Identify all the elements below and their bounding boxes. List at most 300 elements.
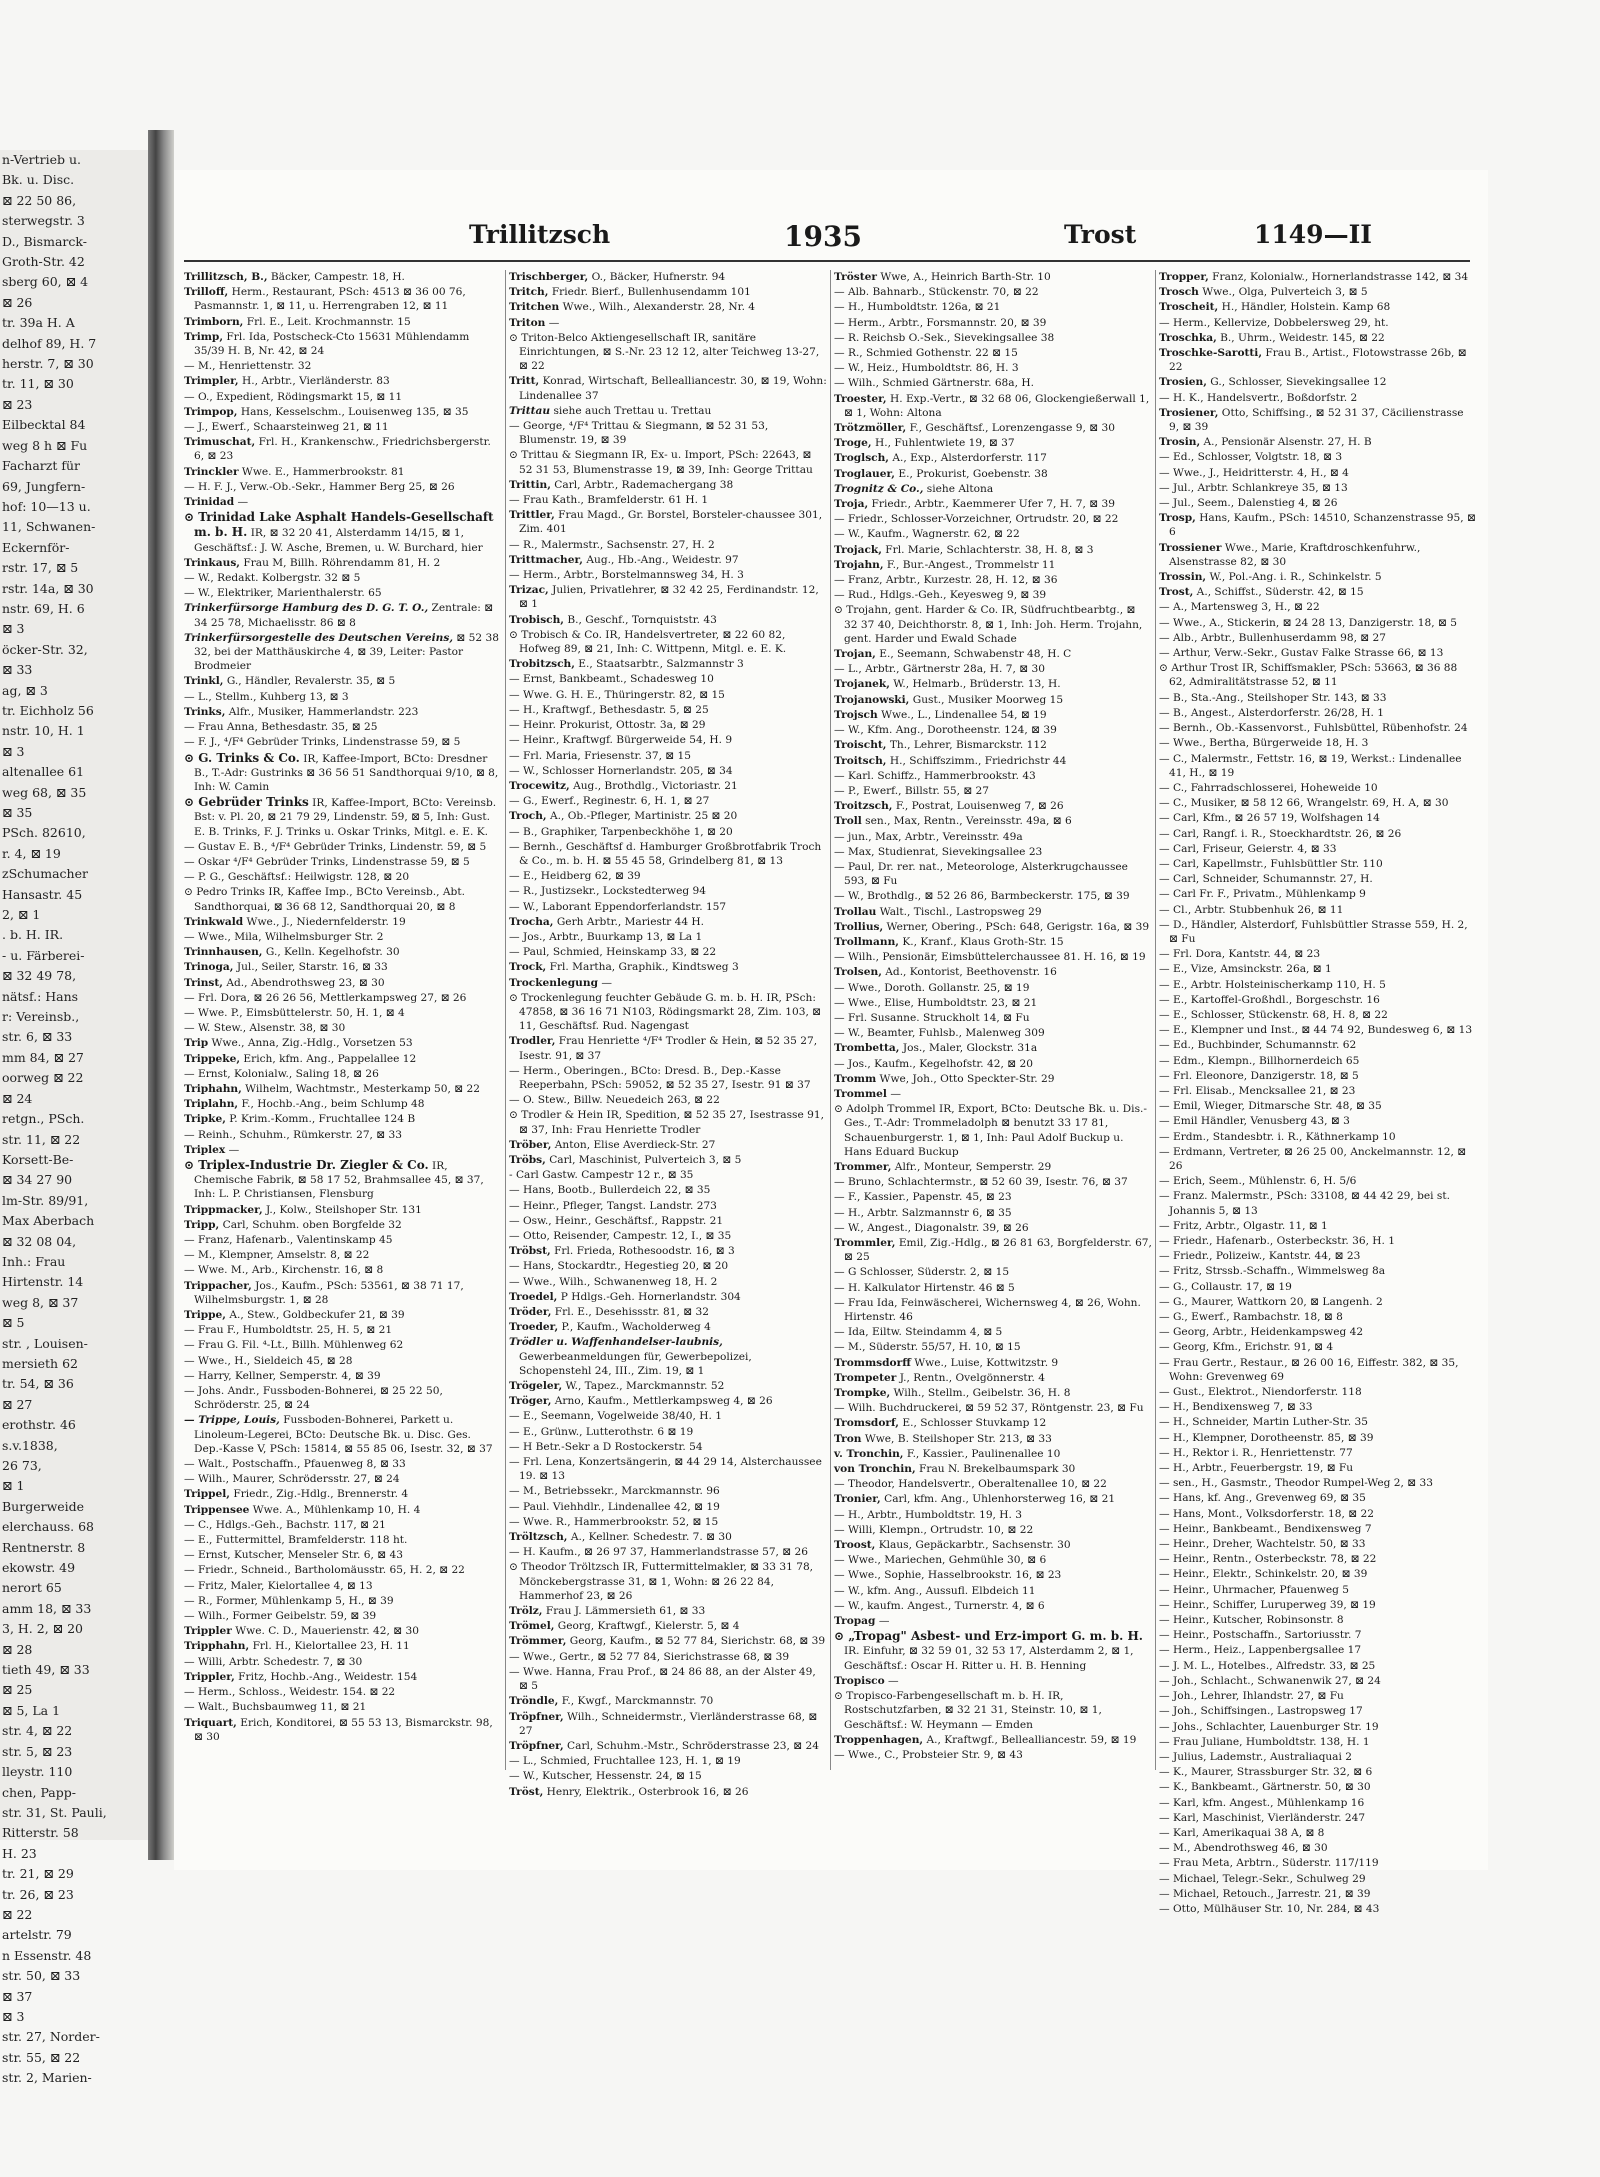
directory-entry [834, 1356, 1152, 1370]
entry-details: B., Uhrm., Weidestr. 145, ⊠ 22 [1216, 331, 1385, 344]
directory-entry [834, 361, 1152, 375]
directory-entry [834, 300, 1152, 314]
entry-details: — Heinr., Pfleger, Tangst. Landstr. 273 [509, 1199, 717, 1212]
entry-details: IR, ⊠ 32 20 41, Alsterdamm 14/15, ⊠ 1, Geschäftsf.: J. W. Asche, Bremen, u. W. Burchard, hier [194, 527, 483, 554]
left-page-line: H. 23 [2, 1845, 37, 1861]
entry-name: Trosin, [1159, 436, 1201, 449]
entry-name: Tronier, [834, 1493, 881, 1506]
entry-details: Hans, Kesselschm., Louisenweg 135, ⊠ 35 [237, 405, 469, 418]
left-page-line: D., Bismarck- [2, 233, 87, 249]
left-page-line: ⊠ 27 [2, 1396, 33, 1412]
directory-entry [834, 723, 1152, 737]
entry-details: — G., Ewerf., Rambachstr. 18, ⊠ 8 [1159, 1311, 1343, 1324]
entry-details: — Osw., Heinr., Geschäftsf., Rappstr. 21 [509, 1214, 724, 1227]
entry-italic-heading: Trinkerfürsorgestelle des Deutschen Vereins, [184, 631, 454, 644]
directory-entry [509, 285, 827, 299]
entry-details: Wwe. C. D., Mauerienstr. 42, ⊠ 30 [231, 1625, 419, 1638]
left-page-line: rstr. 14a, ⊠ 30 [2, 580, 94, 596]
entry-details: Georg, Kraftwgf., Kielerstr. 5, ⊠ 4 [554, 1620, 740, 1633]
directory-entry [834, 1041, 1152, 1055]
entry-details: Frl. Ida, Postscheck-Cto 15631 Mühlendamm 35/39 H. B, Nr. 42, ⊠ 24 [194, 330, 470, 358]
entry-name: Triplex [184, 1143, 226, 1156]
entry-name: Troglsch, [834, 452, 889, 465]
column-1 [184, 270, 502, 1770]
entry-details: — Arthur, Verw.-Sekr., Gustav Falke Strasse 66, ⊠ 13 [1159, 647, 1444, 660]
entry-details: — A., Martensweg 3, H., ⊠ 22 [1159, 601, 1320, 614]
entry-name: Trömel, [509, 1620, 555, 1633]
entry-firm-name: ⊙ Trinidad Lake Asphalt Handels-Gesellschaft m. b. H. [184, 510, 494, 540]
entry-details: Frau N. Brekelbaumspark 30 [915, 1463, 1076, 1476]
left-page-line: Korsett-Be- [2, 1151, 74, 1167]
entry-details: — Theodor, Handelsvertr., Oberaltenallee 10, ⊠ 22 [834, 1478, 1107, 1491]
directory-entry [834, 996, 1152, 1010]
entry-details: — B., Graphiker, Tarpenbeckhöhe 1, ⊠ 20 [509, 825, 733, 838]
entry-name: Troge, [834, 437, 872, 450]
directory-entry [834, 588, 1152, 602]
entry-details: — W., kfm. Ang., Aussufl. Elbdeich 11 [834, 1584, 1036, 1597]
directory-entry [509, 1093, 827, 1107]
entry-details: Wwe., Marie, Kraftdroschkenfuhrw., Alsenstrasse 82, ⊠ 30 [1169, 541, 1421, 568]
left-page-line: ⊠ 34 27 90 [2, 1172, 73, 1188]
directory-entry [834, 285, 1152, 299]
entry-details: — H. K., Handelsvertr., Boßdorfstr. 2 [1159, 391, 1358, 404]
entry-details: Wwe., J., Niedernfelderstr. 19 [243, 915, 406, 928]
entry-firm-name: ⊙ G. Trinks & Co. [184, 750, 300, 765]
entry-details: — [234, 496, 249, 509]
directory-entry [1159, 1887, 1477, 1901]
directory-entry [184, 674, 502, 688]
directory-entry [1159, 1461, 1477, 1475]
entry-details: — Ernst, Kolonialw., Saling 18, ⊠ 26 [184, 1067, 379, 1080]
directory-entry [834, 421, 1152, 435]
entry-name: Trommer, [834, 1160, 892, 1173]
entry-details: — Ed., Buchbinder, Schumannstr. 62 [1159, 1039, 1357, 1052]
directory-entry [834, 981, 1152, 995]
entry-details: ⊙ Trojahn, gent. Harder & Co. IR, Südfruchtbearbtg., ⊠ 32 37 40, Deichthorstr. 8, ⊠ 1, Inh: Joh. Herm. Trojahn, gent. Harder und Ewald Schade [834, 604, 1143, 645]
entry-details: Friedr. Bierf., Bullenhusendamm 101 [548, 286, 751, 299]
entry-name: Trombetta, [834, 1042, 900, 1055]
directory-entry [509, 1515, 827, 1529]
entry-details: — Rud., Hdlgs.-Geh., Keyesweg 9, ⊠ 39 [834, 589, 1047, 602]
entry-firm-name: ⊙ Gebrüder Trinks [184, 795, 309, 810]
entry-details: — jun., Max, Arbtr., Vereinsstr. 49a [834, 830, 1023, 843]
entry-details: Arno, Kaufm., Mettlerkampsweg 4, ⊠ 26 [551, 1395, 773, 1408]
entry-name: Tritt, [509, 375, 540, 388]
directory-entry [184, 1639, 502, 1653]
left-page-line: tieth 49, ⊠ 33 [2, 1662, 90, 1678]
directory-entry [184, 930, 502, 944]
entry-details: — Joh., Schiffsingen., Lastropsweg 17 [1159, 1705, 1363, 1718]
entry-details: Emil, Zig.-Hdlg., ⊠ 26 81 63, Borgfelderstr. 67, ⊠ 25 [844, 1237, 1152, 1264]
entry-details: — [545, 316, 560, 329]
left-page-line: weg 8 h ⊠ Fu [2, 437, 88, 453]
entry-details: ⊙ Pedro Trinks IR, Kaffee Imp., BCto Vereinsb., Abt. Sandthorquai, ⊠ 36 68 12, Sandthorquai 20, ⊠ 8 [184, 886, 465, 913]
entry-details: — L., Arbtr., Gärtnerstr 28a, H. 7, ⊠ 30 [834, 663, 1045, 676]
directory-entry [509, 508, 827, 536]
directory-entry [834, 1629, 1152, 1673]
directory-entry [1159, 721, 1477, 735]
directory-entry [1159, 887, 1477, 901]
entry-name: Tröpfner, [509, 1739, 564, 1752]
entry-details: H., Fuhlentwiete 19, ⊠ 37 [871, 437, 1015, 450]
directory-entry [1159, 1902, 1477, 1916]
left-page-line: ⊠ 25 [2, 1682, 33, 1698]
left-page-line: nätsf.: Hans [2, 988, 79, 1004]
entry-details: P., Kaufm., Wacholderweg 4 [558, 1321, 711, 1334]
entry-details: G., Händler, Revalerstr. 35, ⊠ 5 [223, 675, 396, 688]
entry-details: — Ida, Eiltw. Steindamm 4, ⊠ 5 [834, 1326, 1003, 1339]
left-page-line: tr. 54, ⊠ 36 [2, 1376, 74, 1392]
entry-details: — Jul., Arbtr. Schlankreye 35, ⊠ 13 [1159, 481, 1348, 494]
directory-entry [184, 359, 502, 373]
left-page-line: str. 27, Norder- [2, 2029, 100, 2045]
directory-entry [184, 1533, 502, 1547]
directory-entry [509, 1394, 827, 1408]
directory-entry [834, 1087, 1152, 1101]
directory-entry [1159, 1356, 1477, 1384]
directory-entry [184, 1323, 502, 1337]
column-2 [509, 270, 827, 1798]
left-page-line: ⊠ 5 [2, 1315, 25, 1331]
directory-entry [834, 1340, 1152, 1354]
directory-entry [1159, 1219, 1477, 1233]
entry-details: — Emil Händler, Venusberg 43, ⊠ 3 [1159, 1115, 1350, 1128]
directory-entry [834, 436, 1152, 450]
directory-entry [1159, 1264, 1477, 1278]
entry-details: — Herm., Schloss., Weidestr. 154. ⊠ 22 [184, 1686, 396, 1699]
left-page-line: ⊠ 26 [2, 294, 33, 310]
entry-details: — K., Maurer, Strassburger Str. 32, ⊠ 6 [1159, 1766, 1373, 1779]
entry-details: — H. Kalkulator Hirtenstr. 46 ⊠ 5 [834, 1281, 1015, 1294]
directory-entry [184, 586, 502, 600]
entry-details: — G., Maurer, Wattkorn 20, ⊠ Langenh. 2 [1159, 1295, 1383, 1308]
directory-entry [834, 647, 1152, 661]
entry-details: — Willi, Arbtr. Schedestr. 7, ⊠ 30 [184, 1655, 363, 1668]
directory-entry [184, 751, 502, 795]
entry-details: — Heinr., Postschaffn., Sartoriusstr. 7 [1159, 1629, 1362, 1642]
header-page-number: 1149—II [1254, 220, 1372, 249]
entry-details: — Harry, Kellner, Semperstr. 4, ⊠ 39 [184, 1369, 381, 1382]
entry-details: — Paul. Viehhdlr., Lindenallee 42, ⊠ 19 [509, 1500, 720, 1513]
entry-details: Herm., Restaurant, PSch: 4513 ⊠ 36 00 76, Pasmannstr. 1, ⊠ 11, u. Herrengraben 12, ⊠ 11 [194, 286, 466, 313]
directory-entry [184, 1685, 502, 1699]
directory-entry [1159, 316, 1477, 330]
directory-entry [834, 1011, 1152, 1025]
entry-details: — Wwe. R., Hammerbrookstr. 52, ⊠ 15 [509, 1515, 719, 1528]
entry-details: — Paul, Dr. rer. nat., Meteorologe, Alsterkrugchaussee 593, ⊠ Fu [834, 860, 1128, 888]
directory-entry [1159, 1704, 1477, 1718]
left-page-line: ⊠ 24 [2, 1090, 33, 1106]
directory-entry [1159, 1522, 1477, 1536]
directory-entry [834, 270, 1152, 284]
entry-details: J., Kolw., Steilshoper Str. 131 [262, 1203, 422, 1216]
left-page-line: 3, H. 2, ⊠ 20 [2, 1621, 83, 1637]
entry-name: Troglauer, [834, 467, 895, 480]
left-page-line: str. 50, ⊠ 33 [2, 1968, 81, 1984]
left-page-line: str. 2, Marien- [2, 2070, 92, 2086]
entry-details: A., Pensionär Alsenstr. 27, H. B [1200, 436, 1372, 449]
directory-entry [1159, 1446, 1477, 1460]
entry-details: — F. J., ⁴/F⁴ Gebrüder Trinks, Lindenstrasse 59, ⊠ 5 [184, 736, 461, 749]
directory-entry [1159, 978, 1477, 992]
entry-details: — L., Schmied, Fruchtallee 123, H. 1, ⊠ 19 [509, 1755, 741, 1768]
entry-details: Aug., Hb.-Ang., Weidestr. 97 [582, 553, 739, 566]
directory-entry [184, 1472, 502, 1486]
directory-entry [509, 930, 827, 944]
left-page-line: retgn., PSch. [2, 1111, 85, 1127]
directory-entry [184, 1579, 502, 1593]
directory-entry [834, 1568, 1152, 1582]
entry-details: — W., Kutscher, Hessenstr. 24, ⊠ 15 [509, 1770, 702, 1783]
entry-name: Triphahn, [184, 1082, 242, 1095]
directory-entry [184, 315, 502, 329]
directory-entry [1159, 435, 1477, 449]
entry-details: — W., Beamter, Fuhlsb., Malenweg 309 [834, 1027, 1045, 1040]
entry-details: Frau M, Billh. Röhrendamm 81, H. 2 [239, 556, 441, 569]
directory-entry [509, 825, 827, 839]
directory-entry [184, 1021, 502, 1035]
entry-details: Wilhelm, Wachtmstr., Mesterkamp 50, ⊠ 22 [241, 1082, 480, 1095]
entry-details: — Frau F., Humboldtstr. 25, H. 5, ⊠ 21 [184, 1324, 393, 1337]
left-page-line: rstr. 17, ⊠ 5 [2, 560, 79, 576]
directory-entry [509, 1710, 827, 1738]
entry-details: Wwe. A., Mühlenkamp 10, H. 4 [249, 1503, 421, 1516]
left-page-line: nerort 65 [2, 1580, 62, 1596]
entry-name: Trompke, [834, 1387, 891, 1400]
directory-entry [509, 703, 827, 717]
directory-entry [834, 889, 1152, 903]
directory-entry [834, 316, 1152, 330]
directory-entry [1159, 375, 1477, 389]
column-4 [1159, 270, 1477, 1915]
left-page-line: weg 8, ⊠ 37 [2, 1294, 79, 1310]
entry-name: Tröber, [509, 1138, 552, 1151]
entry-details: — Michael, Retouch., Jarrestr. 21, ⊠ 39 [1159, 1887, 1371, 1900]
directory-entry [509, 1335, 827, 1378]
entry-details: A., Kraftwgf., Bellealliancestr. 59, ⊠ 19 [923, 1733, 1137, 1746]
left-page-line: - u. Färberei- [2, 947, 85, 963]
entry-details: Julien, Privatlehrer, ⊠ 32 42 25, Ferdinandstr. 12, ⊠ 1 [519, 584, 819, 611]
directory-entry [1159, 842, 1477, 856]
entry-details: — M., Abendrothsweg 46, ⊠ 30 [1159, 1842, 1328, 1855]
entry-name: Tröndle, [509, 1695, 559, 1708]
entry-details: — Frl. Maria, Friesenstr. 37, ⊠ 15 [509, 749, 692, 762]
entry-name: von Tronchin, [834, 1463, 916, 1476]
directory-entry [1159, 962, 1477, 976]
left-page-line: tr. 26, ⊠ 23 [2, 1886, 74, 1902]
directory-entry [834, 1236, 1152, 1264]
entry-details: — W., Elektriker, Marienthalerstr. 65 [184, 587, 382, 600]
entry-details: — G., Collaustr. 17, ⊠ 19 [1159, 1280, 1292, 1293]
directory-entry [184, 1670, 502, 1684]
entry-details: B., Geschf., Tornquiststr. 43 [564, 613, 717, 626]
entry-details: — Johs. Andr., Fussboden-Bohnerei, ⊠ 25 22 50, Schröderstr. 25, ⊠ 24 [184, 1385, 443, 1412]
left-page-line: ⊠ 1 [2, 1478, 25, 1494]
directory-entry [1159, 1400, 1477, 1414]
directory-entry [834, 1432, 1152, 1446]
directory-entry [1159, 570, 1477, 584]
left-page-line: str. 55, ⊠ 22 [2, 2049, 81, 2065]
left-page-line: Burgerweide [2, 1498, 85, 1514]
entry-details: — Herm., Arbtr., Forsmannstr. 20, ⊠ 39 [834, 316, 1047, 329]
directory-entry [184, 285, 502, 313]
entry-details: Frl. E., Leit. Krochmannstr. 15 [243, 315, 411, 328]
entry-name: Troja, [834, 498, 869, 511]
directory-entry [1159, 1720, 1477, 1734]
entry-name: Trosp, [1159, 512, 1196, 525]
left-page-line: zSchumacher [2, 866, 88, 882]
directory-entry [184, 1263, 502, 1277]
entry-details: — Herm., Oberingen., BCto: Dresd. B., Dep.-Kasse Reeperbahn, PSch: 59052, ⊠ 52 35 27, Isestr. 91 ⊠ 37 [509, 1064, 811, 1091]
directory-entry [509, 1650, 827, 1664]
entry-details: - Carl Gastw. Campestr 12 r., ⊠ 35 [509, 1169, 694, 1182]
entry-details: Frau Magd., Gr. Borstel, Borsteler-chaussee 301, Zim. 401 [519, 509, 823, 536]
directory-entry [834, 392, 1152, 420]
directory-entry [509, 1694, 827, 1708]
directory-entry [1159, 1385, 1477, 1399]
entry-details: — Wilh. Buchdruckerei, ⊠ 59 52 37, Röntgenstr. 23, ⊠ Fu [834, 1402, 1144, 1415]
entry-details: — E., Futtermittel, Bramfelderstr. 118 ht. [184, 1534, 408, 1547]
directory-entry [509, 1183, 827, 1197]
directory-entry [834, 376, 1152, 390]
entry-details: F., Bur.-Angest., Trommelstr 11 [883, 558, 1056, 571]
directory-entry [834, 1553, 1152, 1567]
entry-name: Troester, [834, 392, 887, 405]
directory-entry [834, 512, 1152, 526]
entry-details: — W. Stew., Alsenstr. 38, ⊠ 30 [184, 1022, 346, 1035]
directory-entry [509, 1108, 827, 1136]
left-page-line: sterwegstr. 3 [2, 213, 85, 229]
directory-entry [184, 1006, 502, 1020]
left-page-line: mersieth 62 [2, 1355, 78, 1371]
entry-details: — M., Betriebssekr., Marckmannstr. 96 [509, 1485, 720, 1498]
left-page-line: str. , Louisen- [2, 1335, 88, 1351]
entry-details: W., Tapez., Marckmannstr. 52 [562, 1380, 725, 1393]
directory-entry [184, 885, 502, 913]
entry-name: Trolsen, [834, 966, 882, 979]
directory-entry [834, 1160, 1152, 1174]
entry-name: Trollius, [834, 920, 884, 933]
entry-details: Wilh., Stellm., Geibelstr. 36, H. 8 [890, 1387, 1071, 1400]
directory-entry [184, 1112, 502, 1126]
entry-details: — Alb. Bahnarb., Stückenstr. 70, ⊠ 22 [834, 286, 1039, 299]
entry-details: Georg, Kaufm., ⊠ 52 77 84, Sierichstr. 68, ⊠ 39 [566, 1635, 826, 1648]
directory-entry [1159, 1491, 1477, 1505]
directory-entry [509, 718, 827, 732]
entry-details: — Walt., Postschaffn., Pfauenweg 8, ⊠ 33 [184, 1458, 406, 1471]
entry-details: — Ed., Schlosser, Volgtstr. 18, ⊠ 3 [1159, 451, 1343, 464]
entry-details: — Erich, Seem., Mühlenstr. 6, H. 5/6 [1159, 1175, 1357, 1188]
directory-entry [509, 779, 827, 793]
directory-entry [1159, 1008, 1477, 1022]
entry-name: Trippel, [184, 1488, 230, 1501]
directory-entry [834, 1386, 1152, 1400]
directory-entry [184, 480, 502, 494]
left-page-line: ⊠ 3 [2, 621, 25, 637]
directory-entry [509, 1425, 827, 1439]
entry-details: — Frl. Susanne. Struckholt 14, ⊠ Fu [834, 1011, 1030, 1024]
left-page-line: r: Vereinsb., [2, 1009, 80, 1025]
directory-entry [834, 662, 1152, 676]
entry-name: Trosien, [1159, 376, 1207, 389]
directory-entry [509, 538, 827, 552]
directory-entry [509, 419, 827, 447]
entry-name: Tröder, [509, 1306, 552, 1319]
entry-name: Trinkaus, [184, 556, 240, 569]
directory-entry [509, 1455, 827, 1483]
entry-details: — B., Sta.-Ang., Steilshoper Str. 143, ⊠ 33 [1159, 691, 1387, 704]
entry-details: — Joh., Lehrer, Ihlandstr. 27, ⊠ Fu [1159, 1690, 1344, 1703]
entry-name: Trockenlegung [509, 976, 598, 989]
directory-entry [1159, 1415, 1477, 1429]
directory-entry [1159, 1796, 1477, 1810]
entry-details: — [884, 1674, 899, 1687]
entry-name: Troitsch, [834, 754, 887, 767]
left-page-line: Eckernför- [2, 539, 70, 555]
entry-details: — R., Former, Mühlenkamp 5, H., ⊠ 39 [184, 1594, 394, 1607]
directory-entry [184, 1457, 502, 1471]
directory-entry [1159, 1189, 1477, 1217]
directory-entry [509, 1379, 827, 1393]
entry-name: Trinks, [184, 705, 226, 718]
entry-details: — J., Ewerf., Schaarsteinweg 21, ⊠ 11 [184, 421, 389, 434]
entry-details: — Max, Studienrat, Sievekingsallee 23 [834, 845, 1043, 858]
entry-firm-name: ⊙ Triplex-Industrie Dr. Ziegler & Co. [184, 1157, 429, 1172]
entry-details: — Alb., Arbtr., Bullenhuserdamm 98, ⊠ 27 [1159, 631, 1387, 644]
entry-name: Trilloff, [184, 286, 229, 299]
entry-details: E., Schlosser Stuvkamp 12 [899, 1417, 1047, 1430]
entry-details: Wwe, B. Steilshoper Str. 213, ⊠ 33 [861, 1432, 1052, 1445]
entry-details: Franz, Kolonialw., Hornerlandstrasse 142, ⊠ 34 [1208, 271, 1469, 283]
left-page-line: ag, ⊠ 3 [2, 682, 48, 698]
left-page-line: Max Aberbach [2, 1213, 95, 1229]
entry-name: Tropag [834, 1615, 876, 1628]
left-page-line: Facharzt für [2, 458, 80, 474]
entry-name: Triton [509, 316, 546, 329]
directory-entry [509, 583, 827, 611]
entry-details: — Karl, kfm. Angest., Mühlenkamp 16 [1159, 1796, 1365, 1809]
entry-details: — Carl, Rangf. i. R., Stoeckhardtstr. 26, ⊠ 26 [1159, 827, 1402, 840]
left-page-line: ⊠ 22 [2, 1906, 33, 1922]
directory-entry [1159, 1567, 1477, 1581]
entry-details: Jul., Seiler, Starstr. 16, ⊠ 33 [233, 961, 388, 974]
entry-name: Troppenhagen, [834, 1733, 924, 1746]
directory-entry [1159, 1537, 1477, 1551]
directory-entry [184, 1097, 502, 1111]
entry-details: — Fritz, Strssb.-Schaffn., Wimmelsweg 8a [1159, 1265, 1386, 1278]
entry-details: — Gustav E. B., ⁴/F⁴ Gebrüder Trinks, Lindenstr. 59, ⊠ 5 [184, 840, 487, 853]
directory-entry [509, 448, 827, 476]
entry-details: ⊙ Tropisco-Farbengesellschaft m. b. H. IR, Rostschutzfarben, ⊠ 32 21 31, Steinstr. 10, ⊠ 1, Geschäftsf.: W. Heymann — Emden [834, 1690, 1102, 1731]
entry-details: — E., Schlosser, Stückenstr. 68, H. 8, ⊠ 22 [1159, 1008, 1388, 1021]
directory-entry [184, 870, 502, 884]
entry-name: Trizac, [509, 584, 549, 597]
entry-details: — Carl Fr. F., Privatm., Mühlenkamp 9 [1159, 888, 1366, 901]
entry-details: — H., Kraftwgf., Bethesdastr. 5, ⊠ 25 [509, 703, 709, 716]
entry-name: Trodler, [509, 1035, 556, 1048]
entry-name: v. Tronchin, [834, 1447, 904, 1460]
directory-entry [184, 1503, 502, 1517]
entry-name: Tröster [834, 271, 877, 283]
directory-entry [184, 1203, 502, 1217]
entry-details: — Wwe., Doroth. Gollanstr. 25, ⊠ 19 [834, 981, 1030, 994]
entry-details: Ad., Kontorist, Beethovenstr. 16 [881, 966, 1057, 979]
entry-details: Gewerbeanmeldungen für, Gewerbepolizei, Schopenstehl 24, III., Zim. 19, ⊠ 1 [519, 1350, 752, 1377]
directory-entry [1159, 1174, 1477, 1188]
directory-entry [834, 1733, 1152, 1747]
entry-details: Henry, Elektrik., Osterbrook 16, ⊠ 26 [543, 1785, 749, 1798]
entry-details: — H., Arbtr. Salzmannstr 6, ⊠ 35 [834, 1206, 1012, 1219]
